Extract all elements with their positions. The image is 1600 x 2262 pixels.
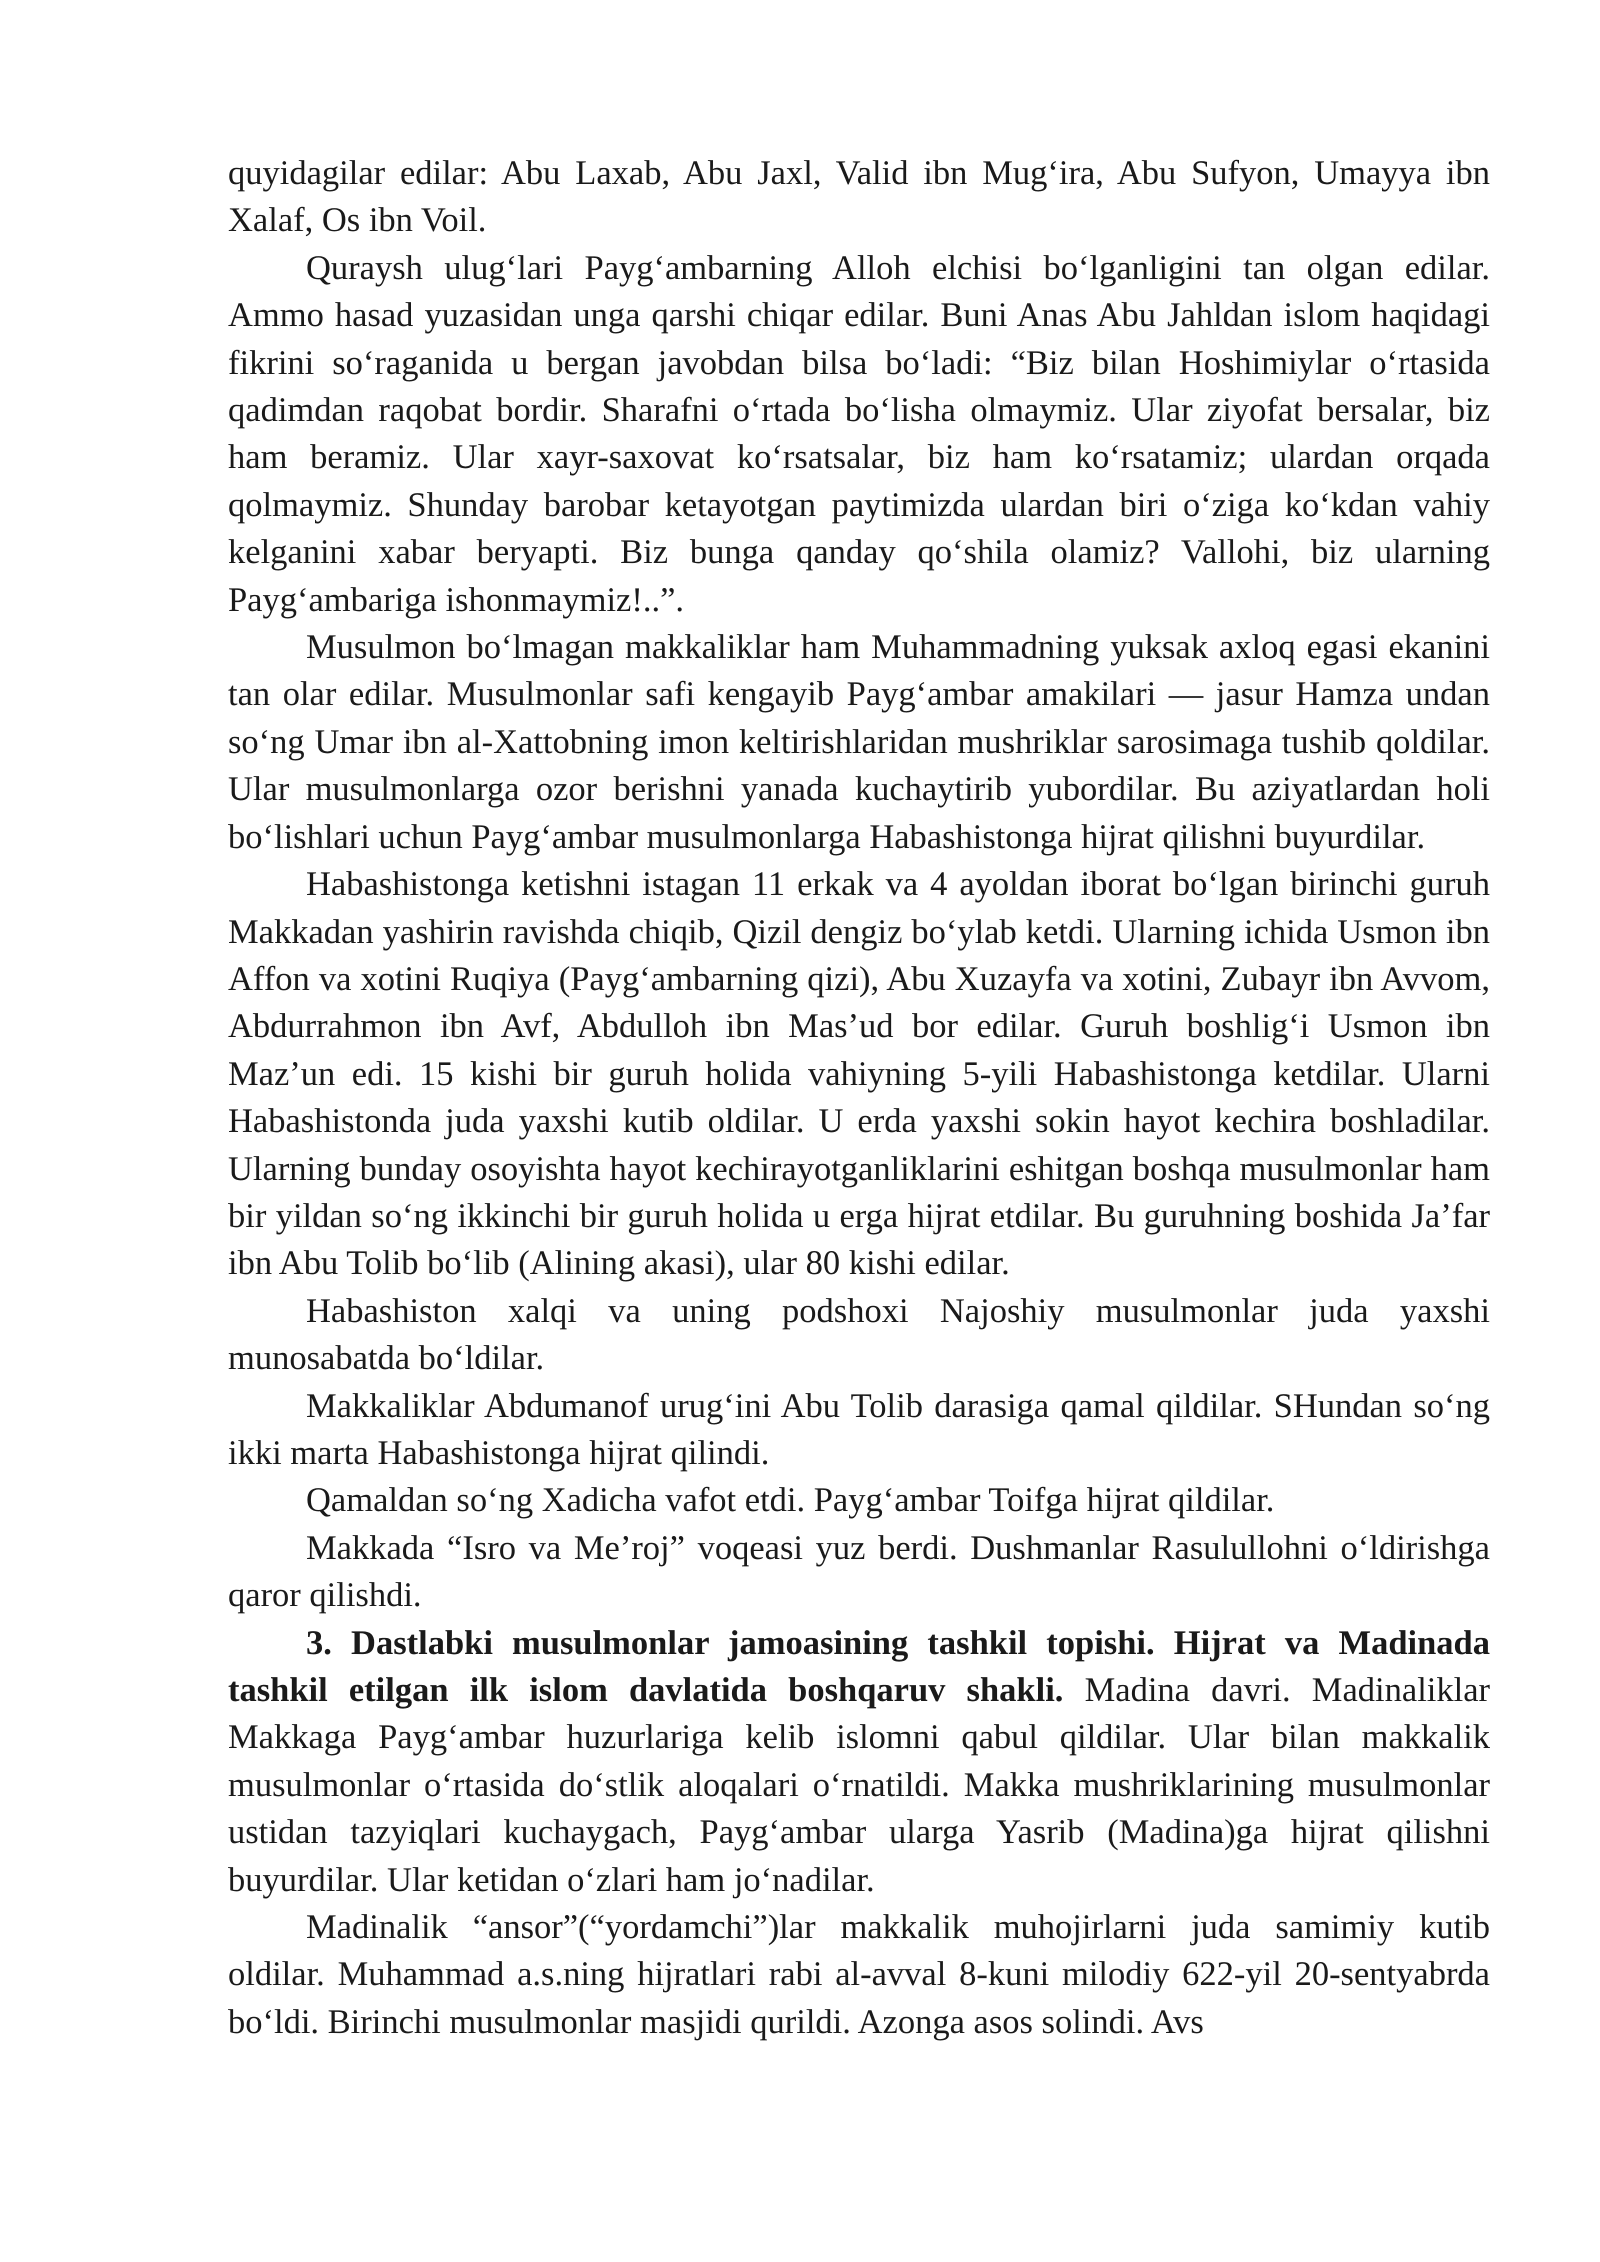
paragraph: Quraysh ulug‘lari Payg‘ambarning Alloh elchisi bo‘lganligini tan olgan edilar. Ammo hasad yuzasidan unga qarshi chiqar edilar. Buni Anas Abu Jahldan islom haqidagi fikrini so‘raganida u bergan javobdan bilsa bo‘ladi: “Biz bilan Hoshimiylar o‘rtasida qadimdan raqobat bordir. Sharafni o‘rtada bo‘lisha olmaymiz. Ular ziyofat bersalar, biz ham beramiz. Ular xayr-saxovat ko‘rsatsalar, biz ham ko‘rsatamiz; ulardan orqada qolmaymiz. Shunday barobar ketayotgan paytimizda ulardan biri o‘ziga ko‘kdan vahiy kelganini xabar beryapti. Biz bunga qanday qo‘shila olamiz? Vallohi, biz ularning Payg‘ambariga ishonmaymiz!..”. <box>228 248 1490 619</box>
section-paragraph <box>228 1620 1490 1904</box>
paragraph: Makkaliklar Abdumanof urug‘ini Abu Tolib darasiga qamal qildilar. SHundan so‘ng ikki marta Habashistonga hijrat qilindi. <box>228 1386 1490 1472</box>
paragraph: Makkada “Isro va Me’roj” voqeasi yuz berdi. Dushmanlar Rasulullohni o‘ldirishga qaror qilishdi. <box>228 1528 1490 1615</box>
paragraph: Habashiston xalqi va uning podshoxi Najoshiy musulmonlar juda yaxshi munosabatda bo‘ldilar. <box>228 1291 1490 1378</box>
paragraph: Qamaldan so‘ng Xadicha vafot etdi. Payg‘ambar Toifga hijrat qildilar. <box>306 1481 1275 1520</box>
paragraph: Madinalik “ansor”(“yordamchi”)lar makkalik muhojirlarni juda samimiy kutib oldilar. Muhammad a.s.ning hijratlari rabi al-avval 8-kuni milodiy 622-yil 20-sentyabrda bo‘ldi. Birinchi musulmonlar masjidi qurildi. Azonga asos solindi. Avs <box>228 1908 1490 2041</box>
paragraph: quyidagilar edilar: Abu Laxab, Abu Jaxl, Valid ibn Mug‘ira, Abu Sufyon, Umayya ibn Xalaf, Os ibn Voil. <box>228 154 1490 240</box>
paragraph: Habashistonga ketishni istagan 11 erkak va 4 ayoldan iborat bo‘lgan birinchi guruh Makkadan yashirin ravishda chiqib, Qizil dengiz bo‘ylab ketdi. Ularning ichida Usmon ibn Affon va xotini Ruqiya (Payg‘ambarning qizi), Abu Xuzayfa va xotini, Zubayr ibn Avvom, Abdurrahmon ibn Avf, Abdulloh ibn Mas’ud bor edilar. Guruh boshlig‘i Usmon ibn Maz’un edi. 15 kishi bir guruh holida vahiyning 5-yili Habashistonga ketdilar. Ularni Habashistonda juda yaxshi kutib oldilar. U erda yaxshi sokin hayot kechira boshladilar. Ularning bunday osoyishta hayot kechirayotganliklarini eshitgan boshqa musulmonlar ham bir yildan so‘ng ikkinchi bir guruh holida u erga hijrat etdilar. Bu guruhning boshida Ja’far ibn Abu Tolib bo‘lib (Alining akasi), ular 80 kishi edilar. <box>228 865 1490 1283</box>
document-page <box>228 150 1490 2046</box>
section-heading: 3. Dastlabki musulmonlar jamoasining tashkil topishi. Hijrat va Madinada tashkil etilgan ilk islom davlatida boshqaruv shakli. <box>228 1623 1490 1709</box>
section-text: Madina davri. Madinaliklar Makkaga Payg‘ambar huzurlariga kelib islomni qabul qildilar. Ular bilan makkalik musulmonlar o‘rtasida do‘stlik aloqalari o‘rnatildi. Makka mushriklarining musulmonlar ustidan tazyiqlari kuchaygach, Payg‘ambar ularga Yasrib (Madina)ga hijrat qilishni buyurdilar. Ular ketidan o‘zlari ham jo‘nadilar. <box>228 1671 1491 1899</box>
paragraph: Musulmon bo‘lmagan makkaliklar ham Muhammadning yuksak axloq egasi ekanini tan olar edilar. Musulmonlar safi kengayib Payg‘ambar amakilari — jasur Hamza undan so‘ng Umar ibn al-Xattobning imon keltirishlaridan mushriklar sarosimaga tushib qoldilar. Ular musulmonlarga ozor berishni yanada kuchaytirib yubordilar. Bu aziyatlardan holi bo‘lishlari uchun Payg‘ambar musulmonlarga Habashistonga hijrat qilishni buyurdilar. <box>228 628 1490 856</box>
